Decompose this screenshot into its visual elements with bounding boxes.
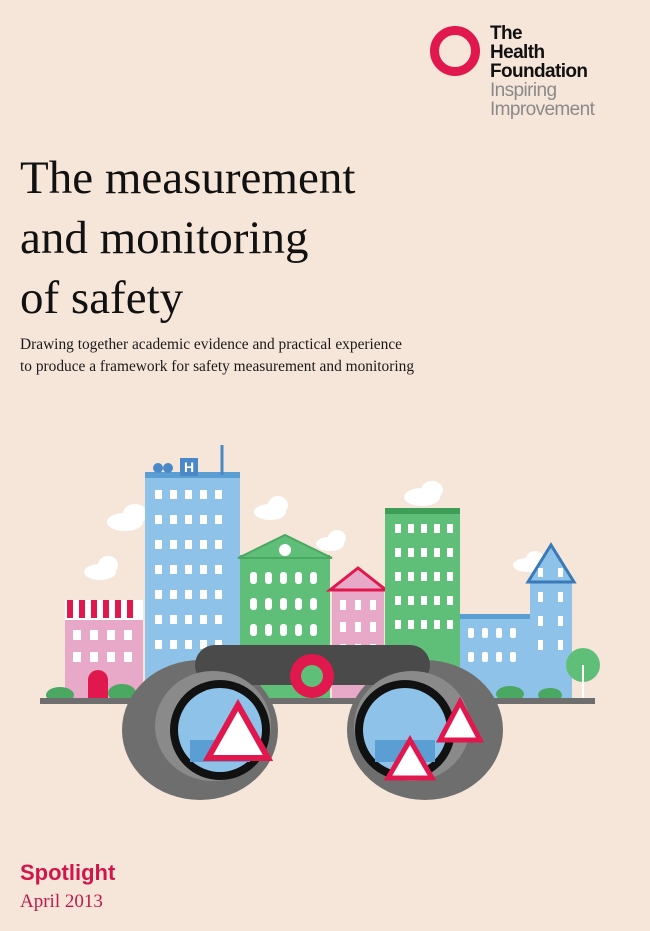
subtitle-line-2: to produce a framework for safety measurement and monitoring xyxy=(20,358,415,375)
logo-line-2: Health xyxy=(490,42,545,63)
logo-text xyxy=(490,24,594,119)
ring-logo-icon xyxy=(430,26,480,76)
hospital-sign: H xyxy=(183,459,195,475)
title-line-3: of safety xyxy=(20,272,184,324)
logo-tagline-2: Improvement xyxy=(490,99,595,120)
city-binoculars-illustration xyxy=(40,440,600,805)
binoculars-icon xyxy=(122,645,503,800)
document-subtitle xyxy=(20,334,480,378)
logo-tagline-1: Inspiring xyxy=(490,80,557,101)
logo-line-1: The xyxy=(490,23,522,44)
logo-line-3: Foundation xyxy=(490,61,588,82)
document-title xyxy=(20,148,480,328)
health-foundation-logo xyxy=(430,24,630,124)
title-line-2: and monitoring xyxy=(20,212,309,264)
subtitle-line-1: Drawing together academic evidence and practical experience xyxy=(20,336,402,353)
publication-date: April 2013 xyxy=(20,891,103,912)
series-label: Spotlight xyxy=(20,860,116,885)
title-line-1: The measurement xyxy=(20,152,356,204)
